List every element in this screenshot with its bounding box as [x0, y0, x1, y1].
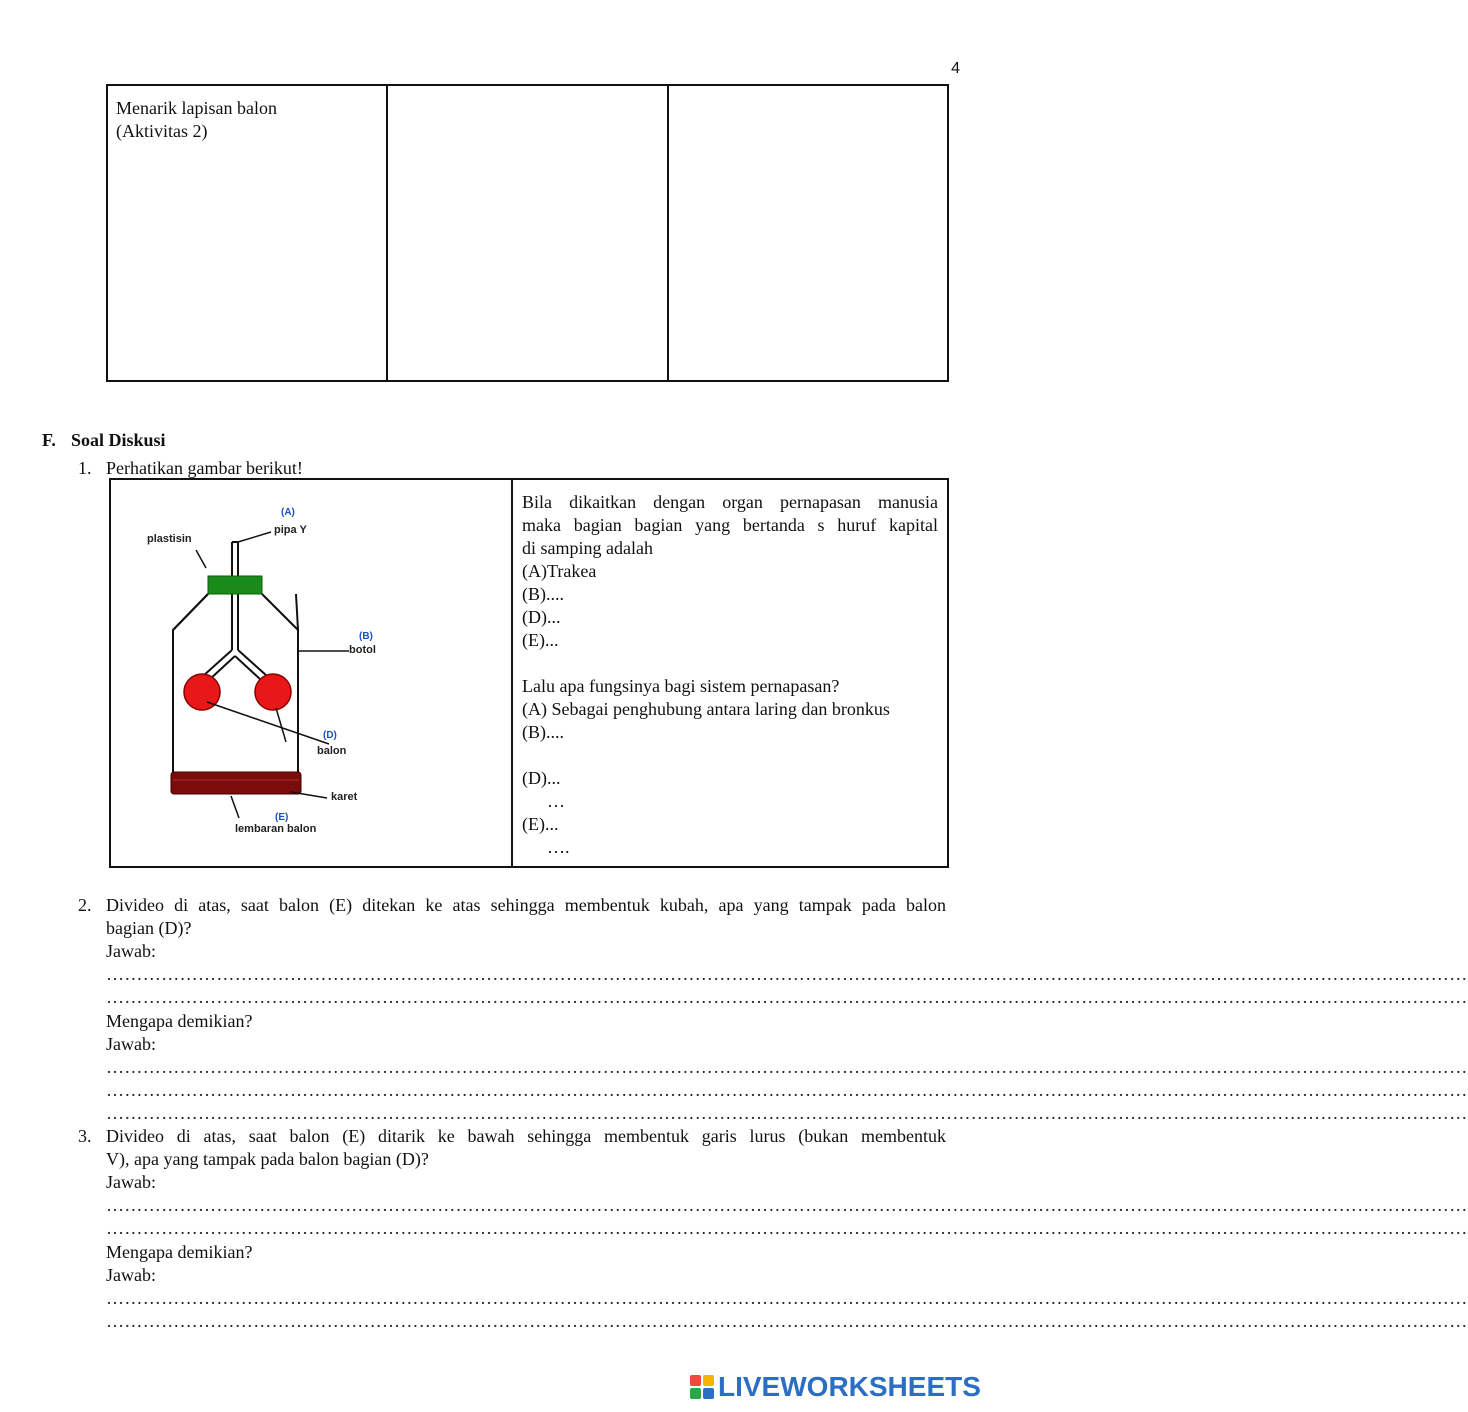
question-1-number: 1.	[78, 458, 92, 478]
intro-line-1: Bila dikaitkan dengan organ pernapasan manusia	[522, 492, 938, 512]
function-a: (A) Sebagai penghubung antara laring dan bronkus	[522, 699, 890, 719]
logo-square	[690, 1375, 701, 1386]
question-1-text: Perhatikan gambar berikut!	[106, 458, 303, 478]
answer-line[interactable]: ……………………………………………………………………………………………………………………………………………………………………………………………………	[106, 1218, 1468, 1238]
activity-label-line1: Menarik lapisan balon	[116, 98, 277, 118]
question-3-why: Mengapa demikian?	[106, 1242, 253, 1262]
logo-square	[690, 1388, 701, 1399]
page-number: 4	[951, 60, 960, 77]
part-d[interactable]: (D)...	[522, 607, 561, 627]
answer-line[interactable]: ……………………………………………………………………………………………………………………………………………………………………………………………………	[106, 1195, 1468, 1215]
function-d[interactable]: (D)...	[522, 768, 561, 788]
bell-jar-diagram-cell	[111, 480, 513, 866]
answer-line[interactable]: ……………………………………………………………………………………………………………………………………………………………………………………………………	[106, 1311, 1468, 1331]
activity-table	[106, 84, 949, 382]
function-e-continued: ….	[547, 837, 570, 857]
label-e-name: lembaran balon	[235, 823, 317, 835]
question-2-number: 2.	[78, 895, 92, 915]
rubber-sheet	[171, 772, 301, 794]
question-2-text-line1: Divideo di atas, saat balon (E) ditekan ke atas sehingga membentuk kubah, apa yang tampak pada balon	[106, 895, 946, 915]
pipe-branches	[203, 650, 267, 680]
answer-line[interactable]: ……………………………………………………………………………………………………………………………………………………………………………………………………	[106, 1057, 1468, 1077]
intro-line-3: di samping adalah	[522, 538, 653, 558]
answer-line[interactable]: ……………………………………………………………………………………………………………………………………………………………………………………………………	[106, 1288, 1468, 1308]
question-3-text-line2: V), apa yang tampak pada balon bagian (D)?	[106, 1149, 429, 1169]
question-3-answer-label-2: Jawab:	[106, 1265, 156, 1285]
label-a-letter: (A)	[281, 507, 295, 518]
function-b[interactable]: (B)....	[522, 722, 564, 742]
function-e[interactable]: (E)...	[522, 814, 559, 834]
function-d-continued: …	[547, 791, 565, 811]
activity-answer-cell-2[interactable]	[669, 86, 947, 380]
activity-answer-cell-1[interactable]	[388, 86, 669, 380]
question-2-answer-label: Jawab:	[106, 941, 156, 961]
function-question: Lalu apa fungsinya bagi sistem pernapasan?	[522, 676, 840, 696]
question-2-text-line2: bagian (D)?	[106, 918, 192, 938]
question-3-answer-label: Jawab:	[106, 1172, 156, 1192]
label-karet: karet	[331, 791, 358, 803]
activity-label-line2: (Aktivitas 2)	[116, 121, 208, 141]
section-letter: F.	[42, 430, 56, 450]
label-plastisin: plastisin	[147, 533, 192, 545]
label-e-letter: (E)	[275, 812, 289, 823]
answer-line[interactable]: ……………………………………………………………………………………………………………………………………………………………………………………………………	[106, 964, 1468, 984]
activity-label-cell	[108, 86, 388, 380]
brand-name: LIVEWORKSHEETS	[718, 1371, 981, 1402]
part-e[interactable]: (E)...	[522, 630, 559, 650]
question-3-text-line1: Divideo di atas, saat balon (E) ditarik ke bawah sehingga membentuk garis lurus (bukan membentuk	[106, 1126, 946, 1146]
answer-line[interactable]: ……………………………………………………………………………………………………………………………………………………………………………………………………	[106, 1080, 1468, 1100]
part-a: (A)Trakea	[522, 561, 597, 581]
section-title: Soal Diskusi	[71, 430, 166, 450]
part-b[interactable]: (B)....	[522, 584, 564, 604]
figure-table	[109, 478, 949, 868]
question-2-why: Mengapa demikian?	[106, 1011, 253, 1031]
bell-jar-diagram	[111, 480, 509, 866]
figure-question-cell	[513, 480, 947, 866]
label-b-letter: (B)	[359, 631, 373, 642]
right-balloon	[255, 674, 291, 710]
label-d-name: balon	[317, 745, 347, 757]
label-a-name: pipa Y	[274, 524, 307, 536]
question-3-number: 3.	[78, 1126, 92, 1146]
liveworksheets-brand[interactable]	[690, 1372, 981, 1402]
label-b-name: botol	[349, 644, 376, 656]
logo-square	[703, 1388, 714, 1399]
question-2-answer-label-2: Jawab:	[106, 1034, 156, 1054]
label-d-letter: (D)	[323, 730, 337, 741]
plastisin-plug	[208, 576, 262, 594]
logo-square	[703, 1375, 714, 1386]
intro-line-2: maka bagian bagian yang bertanda s huruf kapital	[522, 515, 938, 535]
section-heading	[42, 430, 166, 451]
liveworksheets-logo-icon	[690, 1375, 714, 1399]
answer-line[interactable]: ……………………………………………………………………………………………………………………………………………………………………………………………………	[106, 987, 1468, 1007]
answer-line[interactable]: ……………………………………………………………………………………………………………………………………………………………………………………………………	[106, 1103, 1468, 1123]
